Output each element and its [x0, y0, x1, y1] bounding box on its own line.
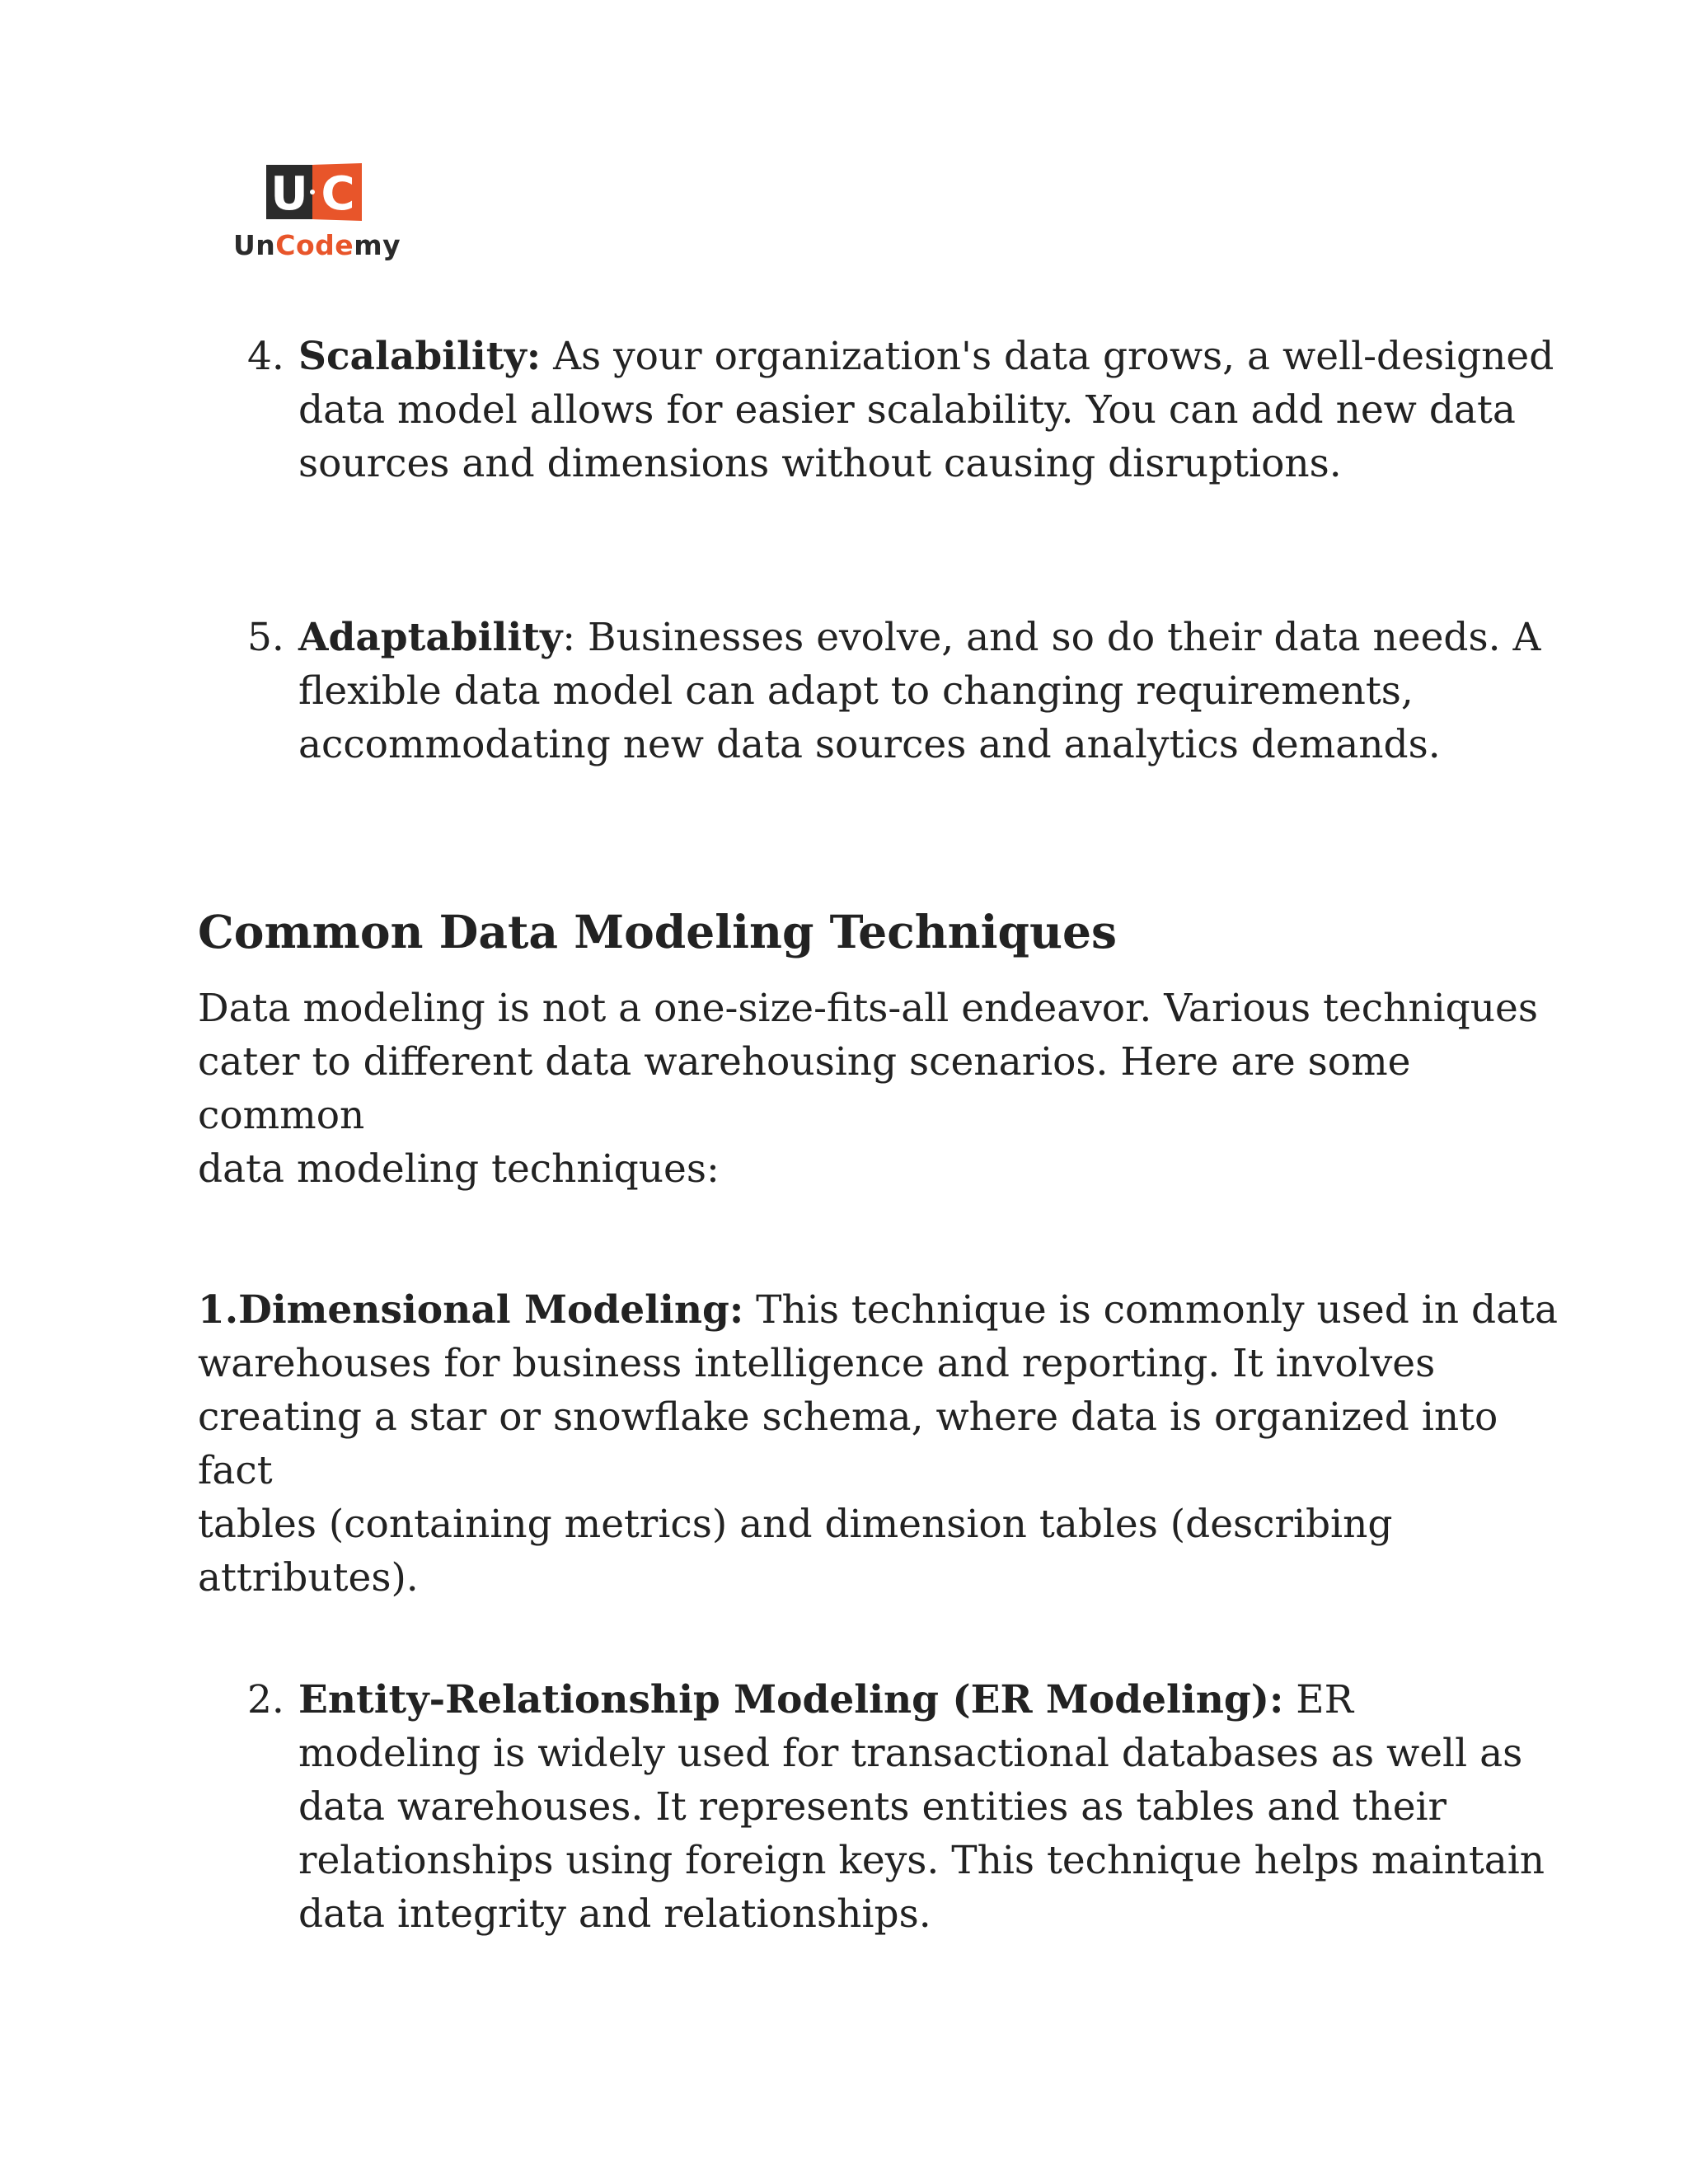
- list-number: 4.: [247, 334, 284, 379]
- list-number: 2.: [247, 1677, 284, 1722]
- section-intro: Data modeling is not a one-size-fits-all endeavor. Various techniques cater to different data warehousing scenarios. Here are some common data modeling techniques:: [198, 986, 1538, 1192]
- technique-term: Entity-Relationship Modeling (ER Modeling):: [298, 1677, 1284, 1722]
- list-item-scalability: 4. Scalability: As your organization's data grows, a well-designed data model allows for easier scalability. You can add new data sources and dimensions without causing disruptions.: [298, 330, 1584, 490]
- logo-mark-left: U: [270, 167, 308, 221]
- logo-mark-right: C: [321, 167, 355, 221]
- list-number: 5.: [247, 615, 284, 660]
- section-heading: Common Data Modeling Techniques: [198, 905, 1117, 958]
- technique-er-modeling: 2. Entity-Relationship Modeling (ER Modeling): ER modeling is widely used for transactional databases as well as data warehouses. It represents entities as tables and their relationships using foreign keys. This technique helps maintain data integrity and relationships.: [298, 1673, 1584, 1941]
- logo-wordmark: UnCodemy: [233, 229, 401, 261]
- list-item-adaptability: 5. Adaptability: Businesses evolve, and so do their data needs. A flexible data model can adapt to changing requirements, accommodating new data sources and analytics demands.: [298, 611, 1584, 771]
- technique-dimensional-modeling: 1.Dimensional Modeling: This technique is commonly used in data warehouses for business intelligence and reporting. It involves creating a star or snowflake schema, where data is organized into fact tables (containing metrics) and dimension tables (describing attributes).: [198, 1287, 1559, 1601]
- technique-term: 1.Dimensional Modeling:: [198, 1287, 744, 1333]
- list-term: Adaptability: [298, 615, 563, 660]
- list-term: Scalability:: [298, 334, 542, 379]
- uc-logo-mark: [266, 163, 362, 221]
- uncodemy-logo: [233, 163, 401, 262]
